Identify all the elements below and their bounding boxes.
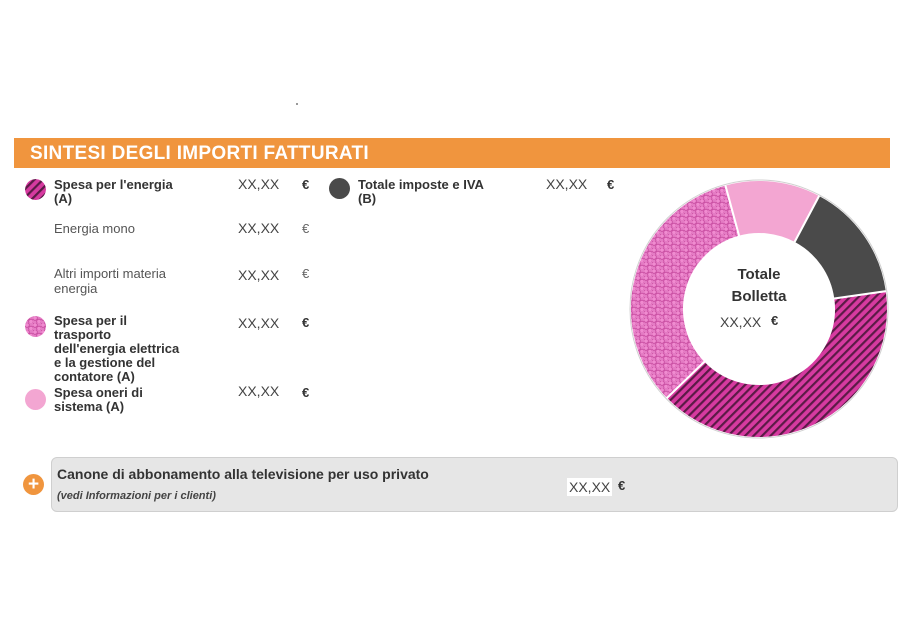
oneri-swatch-icon: [25, 389, 46, 410]
energia-label: Spesa per l'energia: [54, 177, 173, 192]
donut-amount: XX,XX: [720, 314, 762, 330]
imposte-currency: €: [607, 177, 615, 192]
plus-icon[interactable]: +: [23, 474, 44, 495]
donut-title-line2: Bolletta: [731, 288, 787, 305]
trasporto-currency: €: [302, 315, 310, 330]
imposte-label: Totale imposte e IVA: [358, 177, 484, 192]
altri-importi-amount: XX,XX: [238, 267, 280, 283]
imposte-sub: (B): [358, 191, 377, 206]
section-title: SINTESI DEGLI IMPORTI FATTURATI: [30, 143, 369, 164]
energia-mono-currency: €: [302, 221, 310, 236]
dots-swatch-icon: [25, 316, 46, 337]
canone-amount: XX,XX: [569, 479, 611, 495]
imposte-amount: XX,XX: [546, 176, 588, 192]
trasporto-label-1: Spesa per il: [54, 313, 127, 328]
trasporto-label-2: trasporto: [54, 327, 112, 342]
altri-importi-label-1: Altri importi materia: [54, 266, 166, 281]
canone-box: [51, 457, 898, 512]
canone-currency: €: [618, 478, 626, 493]
section-header: [14, 138, 890, 168]
donut-title-line1: Totale: [737, 266, 781, 283]
oneri-amount: XX,XX: [238, 383, 280, 399]
energia-currency: €: [302, 177, 310, 192]
donut-svg: [628, 178, 890, 440]
trasporto-amount: XX,XX: [238, 315, 280, 331]
oneri-currency: €: [302, 385, 310, 400]
oneri-label-2: sistema (A): [54, 399, 125, 414]
canone-title: Canone di abbonamento alla televisione per uso privato: [57, 466, 429, 482]
imposte-swatch-icon: [329, 178, 350, 199]
canone-note: (vedi Informazioni per i clienti): [57, 490, 216, 502]
oneri-label-1: Spesa oneri di: [54, 385, 143, 400]
energia-amount: XX,XX: [238, 176, 280, 192]
altri-importi-label-2: energia: [54, 281, 98, 296]
donut-currency: €: [771, 313, 779, 328]
trasporto-label-5: contatore (A): [54, 369, 135, 384]
energia-mono-amount: XX,XX: [238, 220, 280, 236]
hatch-swatch-icon: [25, 179, 46, 200]
stray-mark: [296, 103, 298, 105]
energia-mono-label: Energia mono: [54, 221, 135, 236]
energia-sub: (A): [54, 191, 73, 206]
trasporto-label-4: e la gestione del: [54, 355, 156, 370]
trasporto-label-3: dell'energia elettrica: [54, 341, 180, 356]
altri-importi-currency: €: [302, 266, 310, 281]
donut-chart: [628, 178, 890, 440]
